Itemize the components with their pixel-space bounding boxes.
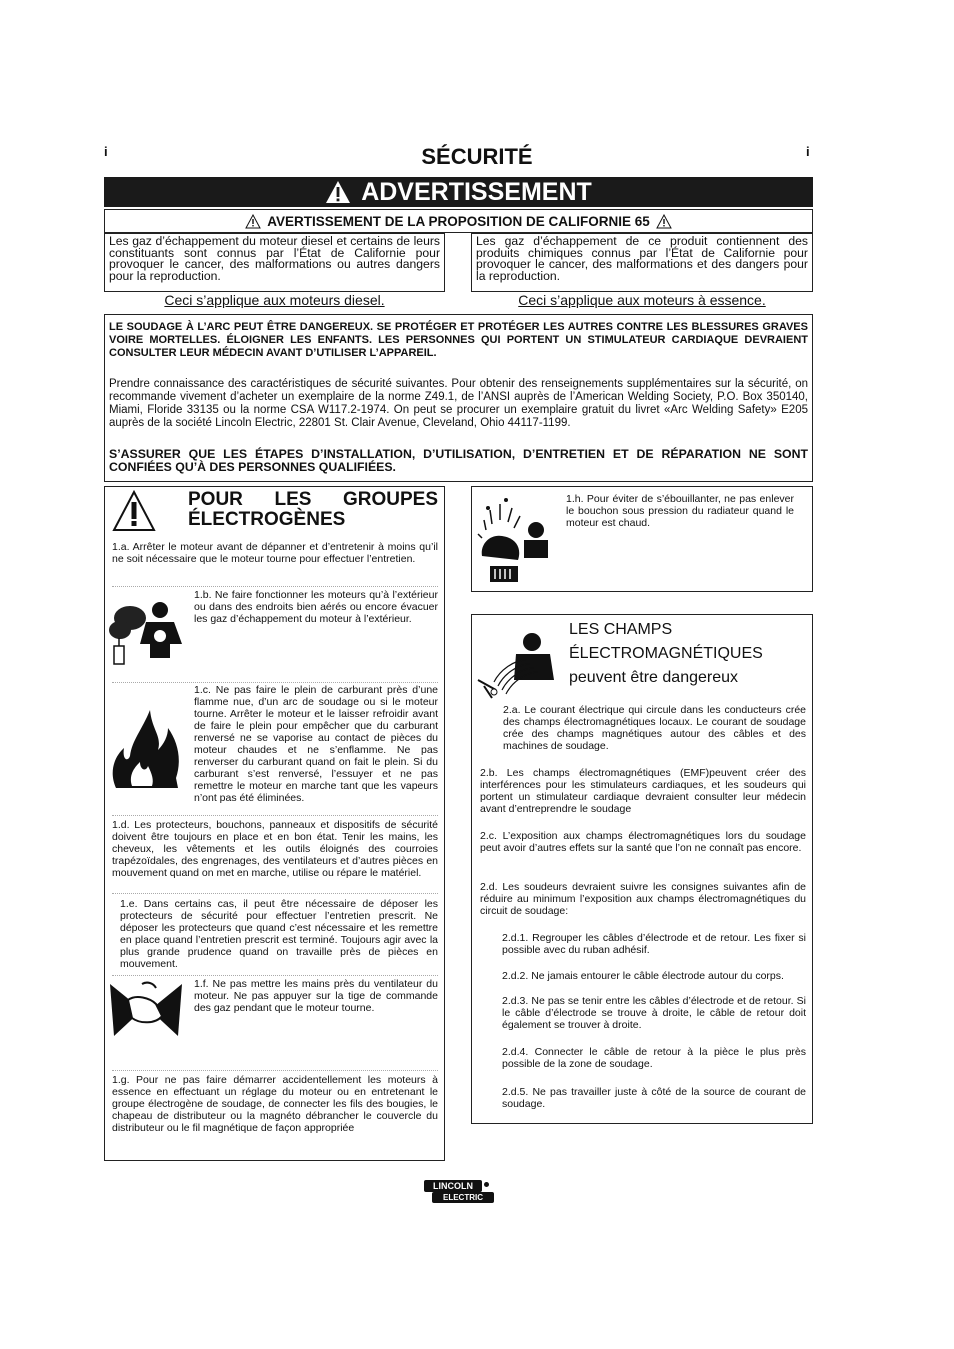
california-title: AVERTISSEMENT DE LA PROPOSITION DE CALIFORNIE 65 [267,213,650,229]
item-2d3: 2.d.3. Ne pas se tenir entre les câbles d’électrode et de retour. Si le câble d’électrode se trouve à droite, le câble de retour doit également se trouver à droite. [502,995,806,1031]
warning-triangle-icon [656,214,672,229]
emf-welder-icon [474,630,558,700]
flame-icon [106,700,186,790]
registered-mark-icon [484,1182,489,1187]
divider [112,682,438,683]
warning-triangle-icon [245,214,261,229]
item-1g: 1.g. Pour ne pas faire démarrer accidentellement les moteurs à essence en effectuant un réglage du moteur ou en entretenant le groupe électrogène de soudage, de connecter les fils des bougies, le chapeau de distributeur ou la magnéto débrancher le couvercle du distributeur ou le fil magnétique de façon appropriée [112,1074,438,1134]
item-2c: 2.c. L’exposition aux champs électromagnétiques lors du soudage peut avoir d’autres effets sur la santé que l’on ne connaît pas encore. [480,830,806,854]
item-2d1: 2.d.1. Regrouper les câbles d’électrode et de retour. Les fixer si possible avec du ruban adhésif. [502,932,806,956]
item-1c: 1.c. Ne pas faire le plein de carburant près d’une flamme nue, d’un arc de soudage ou si le moteur tourne. Arrêter le moteur et le laisser refroidir avant de faire le plein pour empêcher que du carburant renversé ne se vaporise au contact de pièces du moteur chaudes et ne s’enflamme. Ne pas renverser du carburant quand on fait le plein. Si du carburant s’est renversé, l’essuyer et ne pas remettre le moteur en marche tant que les vapeurs n’ont pas été éliminées. [194,684,438,804]
radiator-steam-icon [476,490,554,586]
general-paragraph: Prendre connaissance des caractéristiques de sécurité suivantes. Pour obtenir des renseignements supplémentaires sur la sécurité, on recommande vivement d’acheter un exemplaire de la norme Z49.1, de l’ANSI auprès de l’American Welding Society, P.O. Box 350140, Miami, Floride 33135 ou la norme CSA W117.2-1974. On peut se procurer un exemplaire gratuit du livret «Arc Welding Safety» E205 auprès de la société Lincoln Electric, 22801 St. Clair Avenue, Cleveland, Ohio 44117-1199. [109,378,808,429]
item-1h: 1.h. Pour éviter de s’ébouillanter, ne pas enlever le bouchon sous pression du radiateur quand le moteur est chaud. [566,493,794,529]
gasoline-note: Ceci s’applique aux moteurs à essence. [518,292,766,308]
page-number-right: i [806,144,810,159]
fan-hand-icon [106,980,186,1040]
item-2d: 2.d. Les soudeurs devraient suivre les consignes suivantes afin de réduire au minimum l’exposition aux champs électromagnétiques du circuit de soudage: [480,881,806,917]
emf-title-line3: peuvent être dangereux [569,669,739,686]
california-gasoline-box [471,233,813,292]
exclamation-triangle-icon [112,490,156,532]
emf-title-line1: LES CHAMPS [569,621,673,638]
divider [112,975,438,976]
divider [112,893,438,894]
diesel-note: Ceci s’applique aux moteurs diesel. [164,292,385,308]
general-caps-warning: LE SOUDAGE À L’ARC PEUT ÊTRE DANGEREUX. SE PROTÉGER ET PROTÉGER LES AUTRES CONTRE LES BLESSURES GRAVES VOIRE MORTELLES. ÉLOIGNER LES ENFANTS. LES PERSONNES QUI PORTENT UN STIMULATEUR CARDIAQUE DEVRAIENT CONSULTER LEUR MÉDECIN AVANT D’UTILISER L’APPAREIL. [109,321,808,359]
logo-line2: ELECTRIC [432,1192,494,1203]
lincoln-electric-logo [424,1180,494,1204]
page-title: SÉCURITÉ [421,144,533,169]
item-1b: 1.b. Ne faire fonctionner les moteurs qu’à l’extérieur ou dans des endroits bien aérés ou encore évacuer les gaz d’échappement du moteur à l’extérieur. [194,589,438,625]
divider [112,586,438,587]
california-diesel-text: Les gaz d’échappement du moteur diesel et certains de leurs constituants sont connus par l’État de Californie pour provoquer le cancer, des malformations ou autres dangers pour la reproduction. [109,234,440,283]
item-1f: 1.f. Ne pas mettre les mains près du ventilateur du moteur. Ne pas appuyer sur la tige de commande des gaz pendant que le moteur tourne. [194,978,438,1014]
item-2b: 2.b. Les champs électromagnétiques (EMF)peuvent créer des interférences pour les stimulateurs cardiaques, et les soudeurs qui portent un stimulateur cardiaque devraient consulter leur médecin avant d’entreprendre le soudage [480,767,806,815]
item-1a: 1.a. Arrêter le moteur avant de dépanner et d’entretenir à moins qu’il ne soit nécessaire que le moteur tourne pour effectuer l’entretien. [112,541,438,565]
california-gasoline-text: Les gaz d’échappement de ce produit contiennent des produits chimiques connus par l’État de Californie pour provoquer le cancer, des malformations et des dangers pour la reproduction. [476,234,808,283]
qualified-warning: S’ASSURER QUE LES ÉTAPES D’INSTALLATION, D’UTILISATION, D’ENTRETIEN ET DE RÉPARATION NE SONT CONFIÉES QU’À DES PERSONNES QUALIFIÉES. [109,447,808,474]
general-warning-box [104,314,813,482]
item-2d5: 2.d.5. Ne pas travailler juste à côté de la source de courant de soudage. [502,1086,806,1110]
item-2d2: 2.d.2. Ne jamais entourer le câble électrode autour du corps. [502,970,784,982]
groupes-heading-line1: POUR LES GROUPES [188,489,438,510]
emf-title-line2: ÉLECTROMAGNÉTIQUES [569,645,763,662]
warning-banner-label: ADVERTISSEMENT [361,177,592,206]
divider [112,1070,438,1071]
california-diesel-box [104,233,445,292]
divider [112,815,438,816]
california-header [104,209,813,233]
page-number-left: i [104,144,108,159]
logo-line1: LINCOLN [424,1180,482,1192]
warning-triangle-icon [325,180,351,204]
item-1d: 1.d. Les protecteurs, bouchons, panneaux et dispositifs de sécurité doivent être toujours en place et en bon état. Tenir les mains, les cheveux, les vêtements et les outils éloignés des courroies trapézoïdales, des engrenages, des ventilateurs et d’autres pièces en mouvement quand on met en marche, utilise ou répare le matériel. [112,819,438,879]
warning-banner [104,177,813,207]
item-1e: 1.e. Dans certains cas, il peut être nécessaire de déposer les protecteurs de sécurité pour effectuer l’entretien prescrit. Ne déposer les protecteurs que quand c’est nécessaire et les remettre en place quand l’entretien prescrit est terminé. Toujours agir avec la plus grande prudence quand on travaille près de pièces en mouvement. [120,898,438,970]
groupes-heading-line2: ÉLECTROGÈNES [188,509,346,530]
item-2a: 2.a. Le courant électrique qui circule dans les conducteurs crée des champs électromagnétiques locaux. Le courant de soudage crée des champs magnétiques autour des câbles et des machines de soudage. [503,704,806,752]
exhaust-fumes-icon [108,598,188,670]
item-2d4: 2.d.4. Connecter le câble de retour à la pièce le plus près possible de la zone de soudage. [502,1046,806,1070]
